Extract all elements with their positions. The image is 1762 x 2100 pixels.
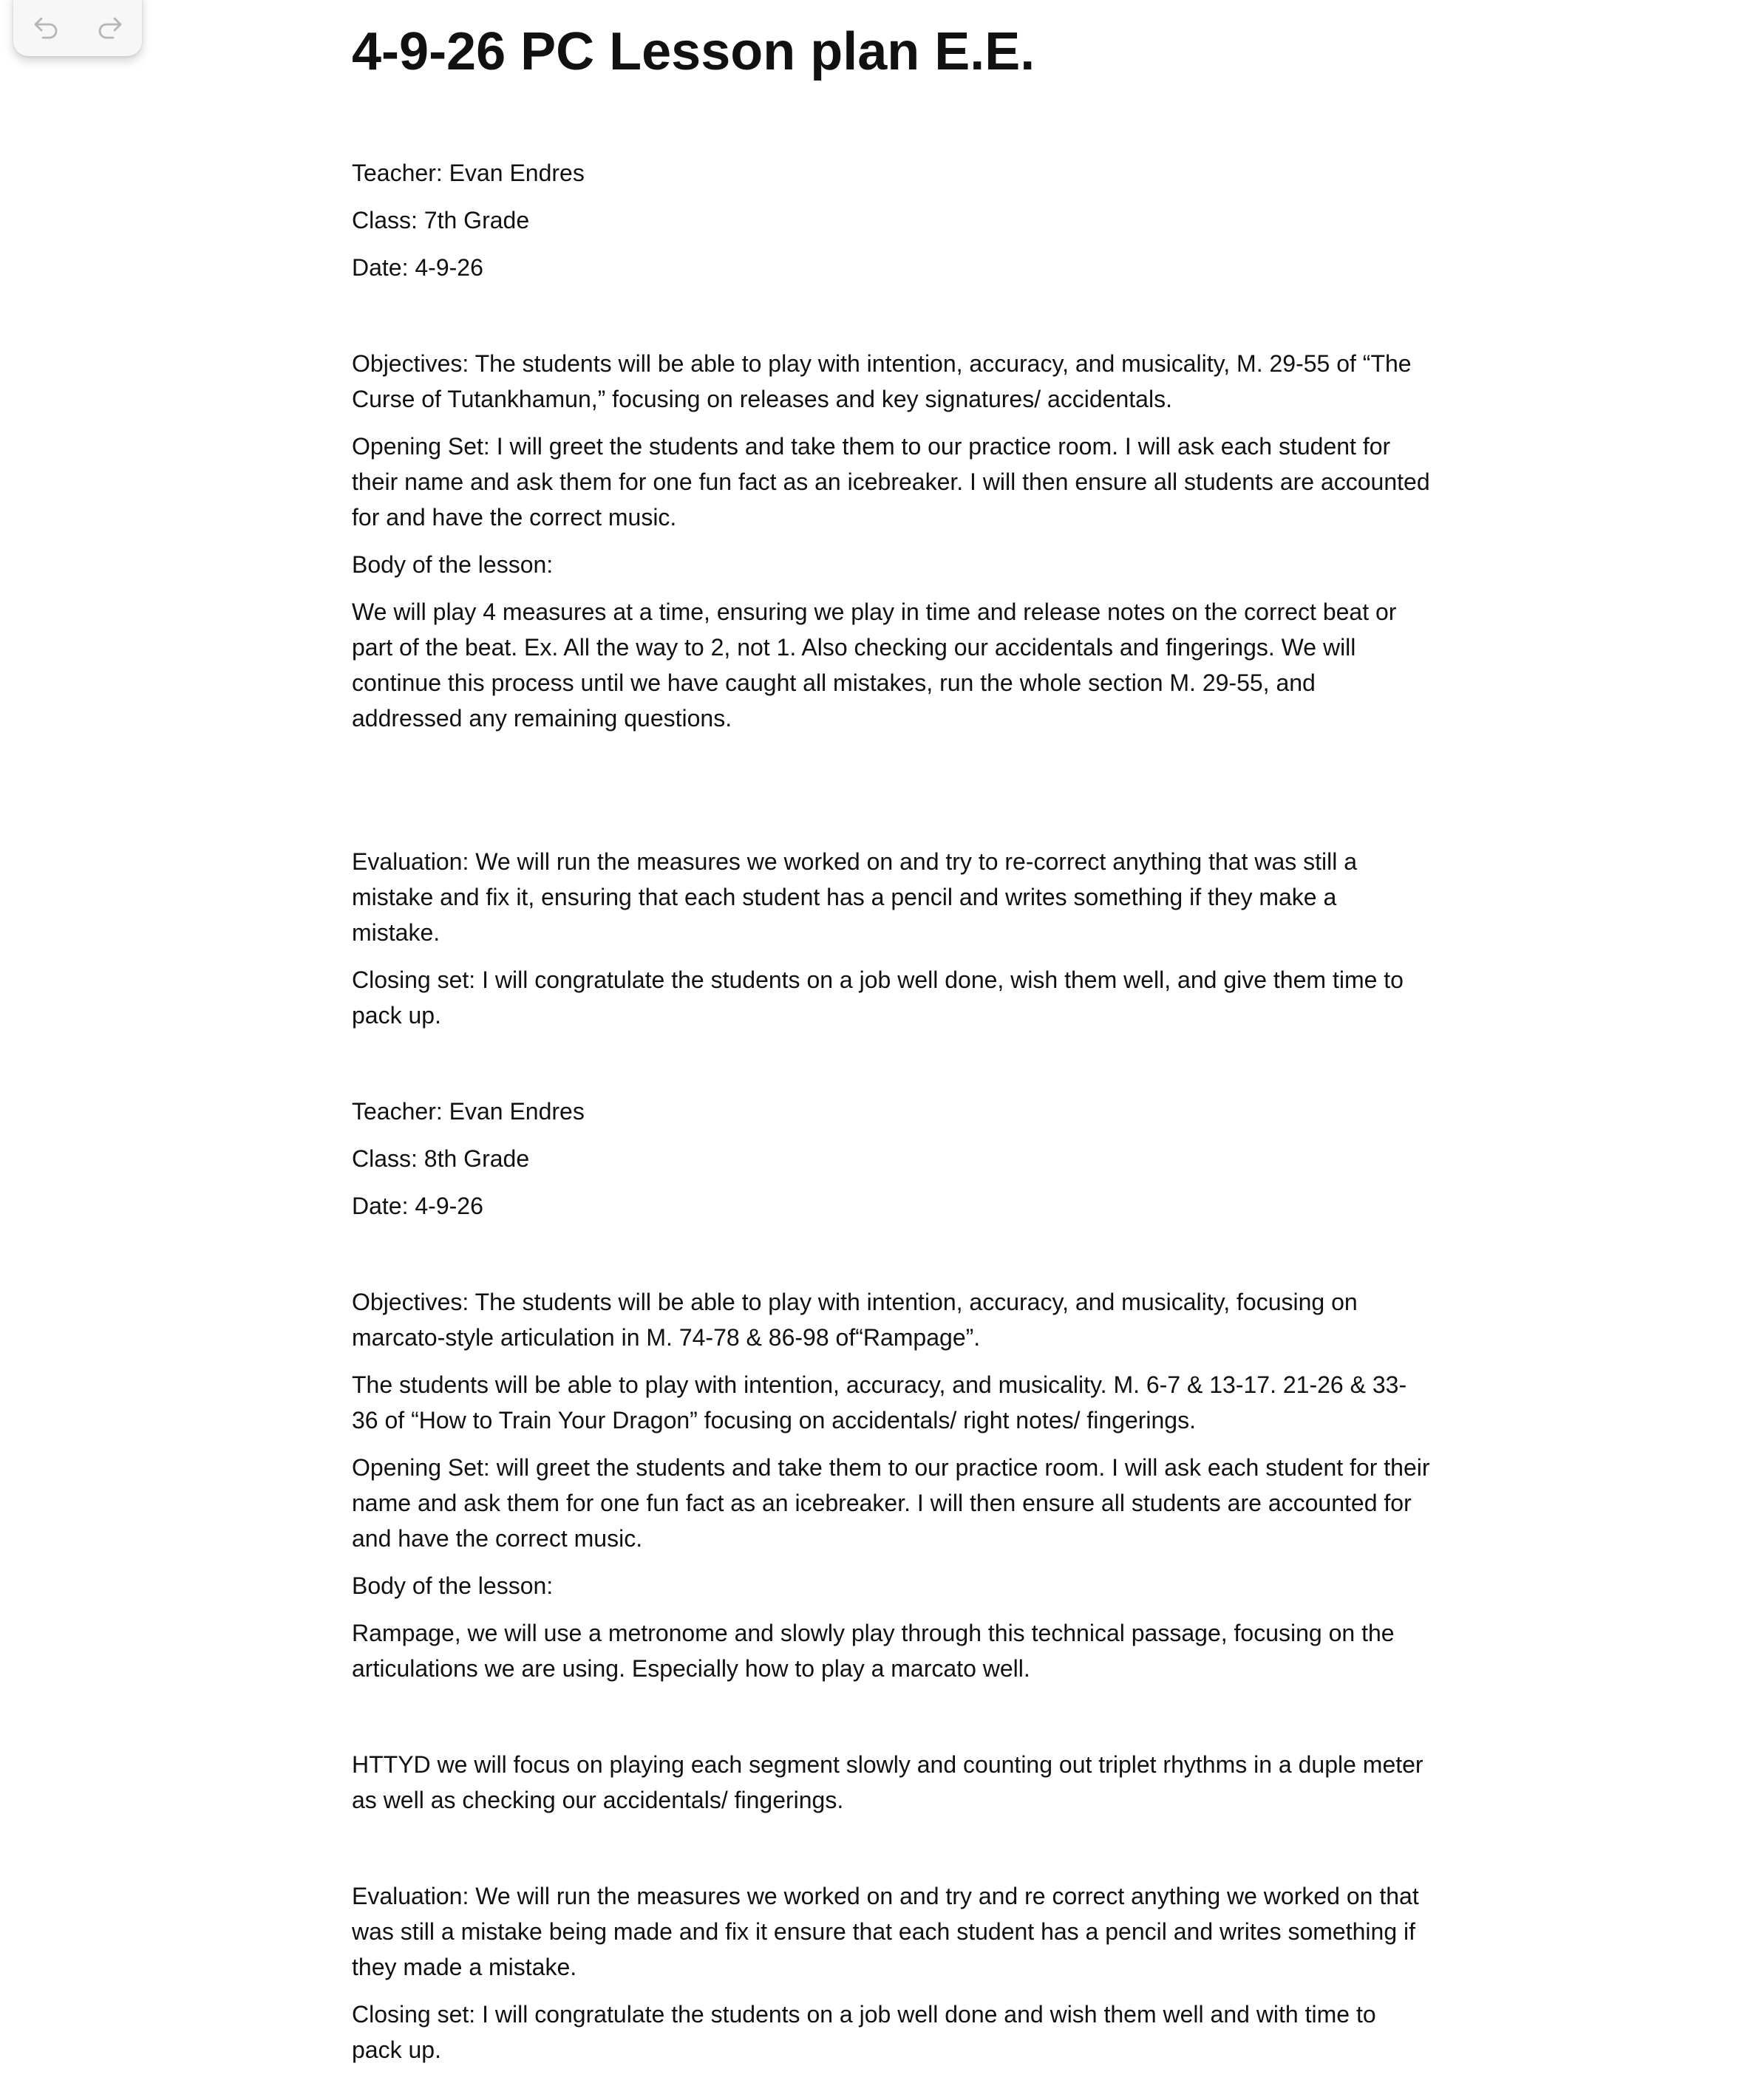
body-rampage-paragraph: Rampage, we will use a metronome and slowly play through this technical passage, focusing on the articulations we are using. Especially how to play a marcato well. xyxy=(352,1620,1395,1682)
teacher-line: Teacher: Evan Endres xyxy=(352,160,585,186)
evaluation-paragraph: Evaluation: We will run the measures we worked on and try to re-correct anything that was still a mistake and fix it, ensuring that each student has a pencil and writes something if they make a mistake. xyxy=(352,848,1358,946)
body-heading: Body of the lesson: xyxy=(352,1572,554,1599)
closing-set-paragraph: Closing set: I will congratulate the students on a job well done and wish them well and with time to pack up. xyxy=(352,2001,1376,2063)
objectives-paragraph: Objectives: The students will be able to play with intention, accuracy, and musicality, M. 29-55 of “The Curse of Tutankhamun,” focusing on releases and key signatures/ accidentals. xyxy=(352,350,1412,412)
opening-set-paragraph: Opening Set: will greet the students and take them to our practice room. I will ask each student for their name and ask them for one fun fact as an icebreaker. I will then ensure all students are accounted for and have the correct music. xyxy=(352,1454,1430,1552)
undo-redo-toolbar xyxy=(13,0,142,56)
class-line: Class: 7th Grade xyxy=(352,207,530,233)
undo-arrow-icon xyxy=(31,13,61,42)
objectives-paragraph-2: The students will be able to play with intention, accuracy, and musicality. M. 6-7 & 13-17. 21-26 & 33-36 of “How to Train Your Dragon” focusing on accidentals/ right notes/ fingerings. xyxy=(352,1371,1407,1433)
redo-button[interactable] xyxy=(89,7,131,48)
evaluation-paragraph: Evaluation: We will run the measures we worked on and try and re correct anything we worked on that was still a mistake being made and fix it ensure that each student has a pencil and writes something if they made a mistake. xyxy=(352,1883,1419,1980)
opening-set-paragraph: Opening Set: I will greet the students and take them to our practice room. I will ask each student for their name and ask them for one fun fact as an icebreaker. I will then ensure all students are accounted for and have the correct music. xyxy=(352,433,1430,531)
undo-button[interactable] xyxy=(25,7,67,48)
date-line: Date: 4-9-26 xyxy=(352,1193,483,1219)
document-body[interactable] xyxy=(352,16,1431,2067)
closing-set-paragraph: Closing set: I will congratulate the students on a job well done, wish them well, and give them time to pack up. xyxy=(352,967,1404,1029)
body-httyd-paragraph: HTTYD we will focus on playing each segment slowly and counting out triplet rhythms in a duple meter as well as checking our accidentals/ fingerings. xyxy=(352,1751,1423,1813)
document-title: 4-9-26 PC Lesson plan E.E. xyxy=(352,22,1035,81)
body-heading: Body of the lesson: xyxy=(352,551,554,578)
date-line: Date: 4-9-26 xyxy=(352,254,483,281)
objectives-paragraph: Objectives: The students will be able to play with intention, accuracy, and musicality, focusing on marcato-style articulation in M. 74-78 & 86-98 of“Rampage”. xyxy=(352,1289,1358,1351)
body-paragraph: We will play 4 measures at a time, ensuring we play in time and release notes on the correct beat or part of the beat. Ex. All the way to 2, not 1. Also checking our accidentals and fingerings. We will continue this process until we have caught all mistakes, run the whole section M. 29-55, and addressed any remaining questions. xyxy=(352,599,1397,732)
teacher-line: Teacher: Evan Endres xyxy=(352,1098,585,1125)
redo-arrow-icon xyxy=(95,13,125,42)
class-line: Class: 8th Grade xyxy=(352,1145,530,1172)
